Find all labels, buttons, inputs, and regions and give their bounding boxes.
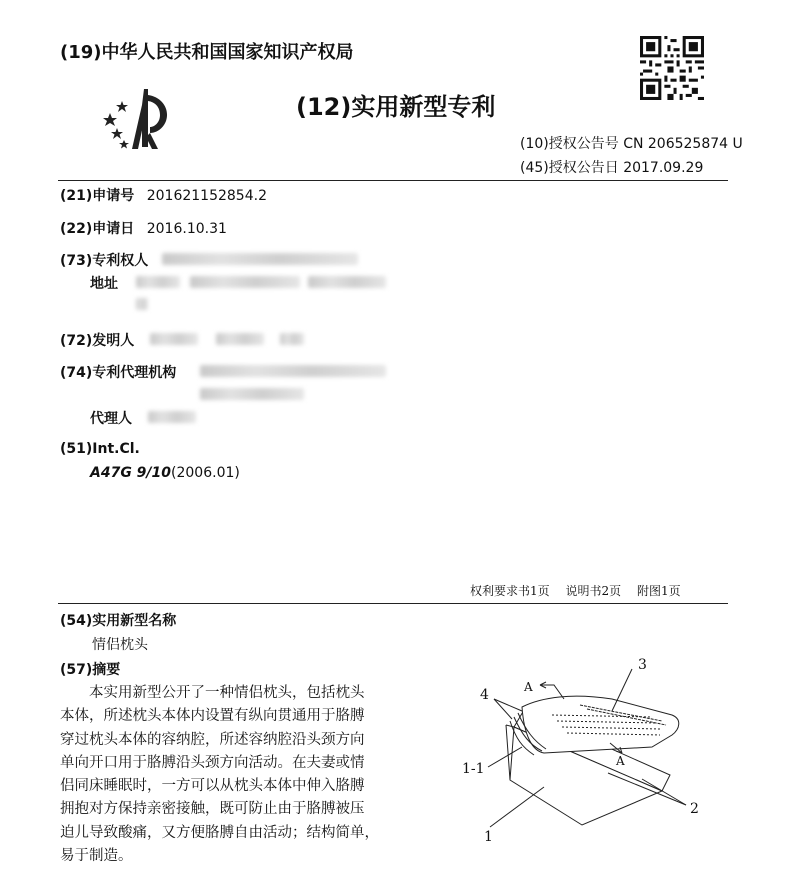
publication-date: (45)授权公告日 2017.09.29: [520, 160, 704, 176]
application-number: [60, 185, 267, 205]
abstract-line: 拥抱对方保持亲密接触，既可防止由于胳膊被压: [60, 801, 365, 818]
agency-label: (74)专利代理机构: [60, 365, 177, 381]
drawings-pages: 附图1页: [636, 584, 681, 598]
description-pages: 说明书2页: [565, 584, 622, 598]
address-redacted-2: [190, 276, 300, 288]
leader-4a: [494, 699, 512, 719]
application-date-label: (22)申请日: [60, 221, 135, 237]
claims-pages: 权利要求书1页: [470, 584, 550, 598]
pillow-figure: [462, 655, 732, 845]
agency-redacted-1: [200, 365, 386, 377]
agency-redacted-2: [200, 388, 304, 400]
abstract-line: 本体，所述枕头本体内设置有纵向贯通用于胳膊: [60, 708, 365, 725]
utility-model-title: 情侣枕头: [92, 637, 148, 653]
office-name: (19)中华人民共和国国家知识产权局: [60, 42, 354, 63]
abstract-line: 本实用新型公开了一种情侣枕头，包括枕头: [89, 685, 365, 701]
header-divider: [58, 180, 728, 181]
abstract-label: (57)摘要: [60, 662, 121, 678]
publication-number: (10)授权公告号 CN 206525874 U: [520, 136, 743, 152]
abstract-line: 单向开口用于胳膊沿头颈方向活动。在夫妻或情: [60, 754, 365, 771]
inventor-redacted-1: [150, 333, 198, 345]
address-label: 地址: [90, 276, 118, 292]
abstract-line: 易于制造。: [60, 848, 133, 865]
intcl-classification: [90, 465, 240, 481]
intcl-label: (51)Int.Cl.: [60, 441, 140, 457]
qr-code: [640, 36, 704, 100]
figure-label-2: 2: [690, 801, 699, 817]
figure-label-1-1: 1-1: [462, 761, 485, 777]
patentee-label: (73)专利权人: [60, 253, 149, 269]
inventor-redacted-2: [216, 333, 264, 345]
abstract-line: 迫儿导致酸痛，又方便胳膊自由活动；结构简单，: [60, 824, 379, 841]
figure-label-1: 1: [484, 829, 493, 845]
application-date-value: 2016.10.31: [146, 221, 227, 237]
abstract-body: [60, 682, 390, 868]
inventor-label: (72)发明人: [60, 333, 135, 349]
leader-4b: [494, 699, 522, 711]
address-redacted-4: [136, 298, 148, 310]
document-type: (12)实用新型专利: [296, 93, 496, 121]
address-redacted-3: [308, 276, 386, 288]
abstract-line: 穿过枕头本体的容纳腔，所述容纳腔沿头颈方向: [60, 731, 365, 748]
section-divider: [58, 603, 728, 604]
abstract-line: 侣同床睡眠时，一方可以从枕头本体中伸入胳膊: [60, 778, 365, 795]
intcl-date: (2006.01): [171, 465, 240, 481]
application-number-label: (21)申请号: [60, 188, 135, 204]
figure-label-4: 4: [480, 687, 489, 703]
upper-pillow: [522, 696, 679, 753]
figure-label-3: 3: [638, 657, 647, 673]
inventor-redacted-3: [280, 333, 304, 345]
agent-redacted: [148, 411, 196, 423]
cnipa-emblem-icon: [100, 85, 186, 155]
application-date: [60, 218, 227, 238]
intcl-code: A47G 9/10: [90, 465, 172, 481]
figure-label-A-top: A: [524, 680, 533, 694]
title-label: (54)实用新型名称: [60, 613, 177, 629]
application-number-value: 201621152854.2: [146, 188, 267, 204]
patentee-redacted: [162, 253, 358, 265]
address-redacted-1: [136, 276, 180, 288]
page-counts: [470, 582, 681, 599]
leader-1: [490, 787, 544, 827]
figure-label-A-bottom: A: [616, 754, 625, 768]
agent-label: 代理人: [90, 411, 132, 427]
